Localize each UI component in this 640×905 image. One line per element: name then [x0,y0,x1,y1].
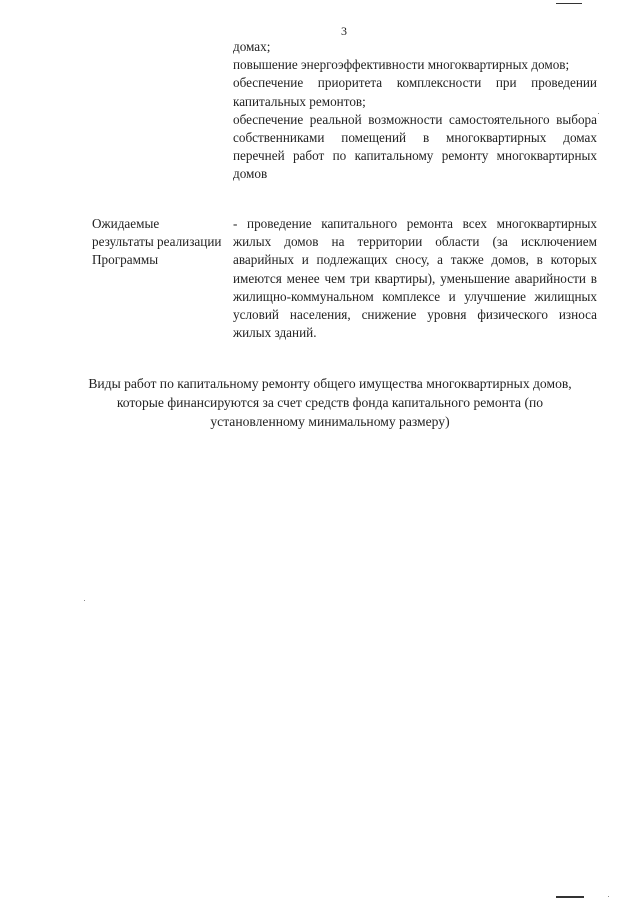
scan-artifact [556,896,584,898]
scan-artifact [556,3,582,4]
page-number: 3 [341,24,347,38]
goal-item: повышение энергоэффективности многоквартирных домов; [233,57,570,73]
scan-artifact [608,896,609,897]
goal-item: обеспечение приоритета комплексности при проведении капитальных ремонтов; [233,75,597,109]
section-heading: Виды работ по капитальному ремонту общего имущества многоквартирных домов, которые финансируются за счет средств фонда капитального ремонта (по установленному минимальному размеру) [88,376,572,429]
expected-results-label: Ожидаемые результаты реализации Программы [92,216,222,268]
program-goals-list [233,38,597,184]
scan-artifact [598,113,599,114]
goal-item: обеспечение реальной возможности самостоятельного выбора собственниками помещений в многоквартирных домах перечней работ по капитальному ремонту многоквартирных домов [233,111,597,182]
expected-results-text: - проведение капитального ремонта всех многоквартирных жилых домов на территории области (за исключением аварийных и подлежащих сносу, а также домов, в которых имеются менее чем три квартиры), уменьшение аварийности в жилищно-коммунальном комплексе и улучшение жилищных условий населения, снижение уровня физического износа жилых зданий. [233,216,597,341]
goal-item: домах; [233,39,271,54]
scan-artifact [84,600,85,601]
